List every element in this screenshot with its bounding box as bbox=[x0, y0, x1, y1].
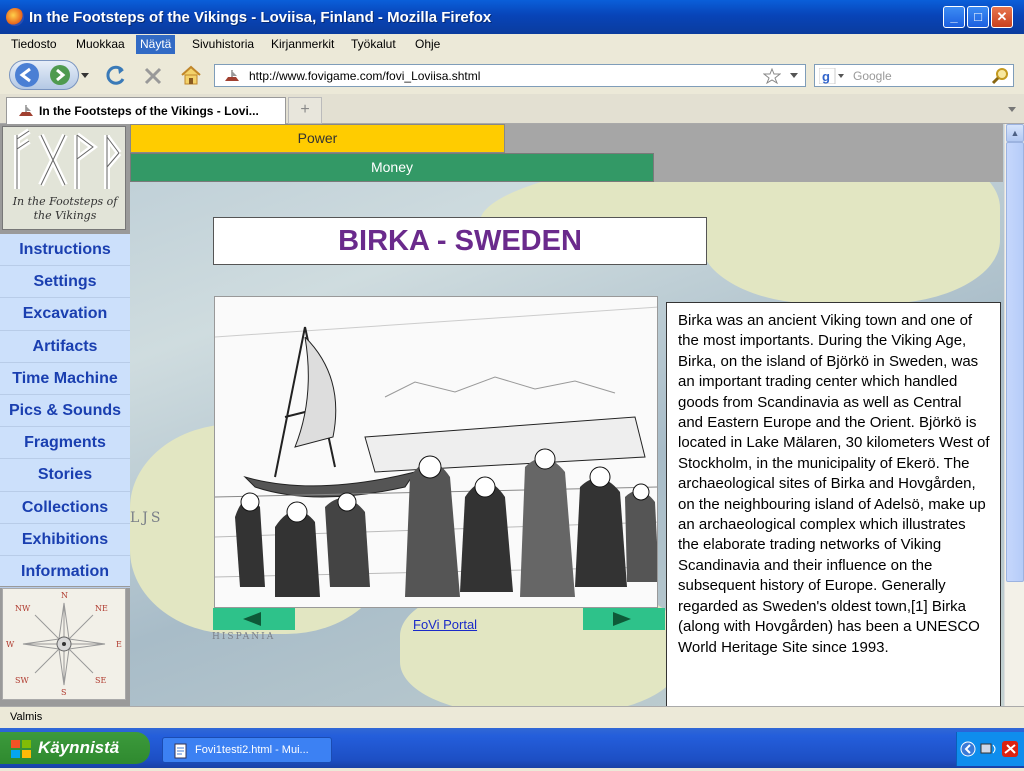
stop-icon[interactable] bbox=[142, 65, 164, 87]
menu-item-edit[interactable]: Muokkaa bbox=[76, 37, 125, 51]
menu-stories[interactable]: Stories bbox=[0, 459, 130, 491]
compass-label: NW bbox=[15, 604, 31, 613]
location-title-box bbox=[213, 217, 707, 265]
previous-location-button[interactable] bbox=[213, 608, 295, 630]
bookmark-star-icon[interactable] bbox=[763, 68, 781, 84]
scroll-thumb[interactable] bbox=[1006, 142, 1024, 582]
location-heading: BIRKA - SWEDEN bbox=[338, 225, 582, 257]
fovi-logo[interactable] bbox=[2, 126, 126, 230]
menu-settings[interactable]: Settings bbox=[0, 266, 130, 298]
firefox-icon bbox=[6, 8, 24, 26]
url-bar[interactable] bbox=[214, 64, 806, 87]
taskbar-item-label: Fovi1testi2.html - Mui... bbox=[195, 744, 309, 756]
close-button[interactable]: ✕ bbox=[991, 6, 1013, 28]
compass-label: S bbox=[61, 688, 67, 697]
viking-illustration bbox=[214, 296, 658, 608]
next-location-button[interactable] bbox=[583, 608, 665, 630]
game-menu bbox=[0, 234, 130, 586]
back-forward-group bbox=[9, 60, 79, 90]
viking-scene-image bbox=[215, 297, 658, 608]
url-text: http://www.fovigame.com/fovi_Loviisa.shtml bbox=[249, 69, 481, 83]
menu-bar bbox=[0, 34, 1024, 56]
system-tray bbox=[956, 732, 1024, 766]
money-meter bbox=[130, 153, 1003, 182]
status-text: Valmis bbox=[10, 711, 43, 723]
logo-text: In the Footsteps of the Vikings bbox=[12, 195, 118, 222]
vertical-scrollbar[interactable] bbox=[1004, 124, 1024, 706]
search-placeholder: Google bbox=[853, 69, 892, 83]
menu-exhibitions[interactable]: Exhibitions bbox=[0, 524, 130, 556]
rune-logo-icon bbox=[3, 127, 126, 195]
menu-item-file[interactable]: Tiedosto bbox=[11, 37, 57, 51]
new-tab-button[interactable]: + bbox=[288, 97, 322, 124]
page-viewport bbox=[0, 124, 1004, 706]
money-label: Money bbox=[370, 159, 414, 175]
compass-rose bbox=[2, 588, 126, 700]
windows-taskbar bbox=[0, 728, 1024, 768]
map-label: LJS bbox=[130, 510, 164, 526]
compass-label: W bbox=[6, 640, 15, 649]
reload-icon[interactable] bbox=[104, 65, 128, 87]
maximize-button[interactable]: □ bbox=[967, 6, 989, 28]
menu-item-bookmarks[interactable]: Kirjanmerkit bbox=[271, 37, 335, 51]
compass-label: NE bbox=[95, 604, 108, 613]
power-label: Power bbox=[297, 130, 338, 146]
windows-logo-icon bbox=[10, 739, 32, 759]
menu-artifacts[interactable]: Artifacts bbox=[0, 331, 130, 363]
google-engine-icon[interactable] bbox=[819, 68, 847, 84]
menu-item-view[interactable]: Näytä bbox=[136, 35, 175, 54]
tab-current[interactable] bbox=[6, 97, 286, 124]
menu-information[interactable]: Information bbox=[0, 556, 130, 588]
menu-collections[interactable]: Collections bbox=[0, 492, 130, 524]
arrow-right-icon bbox=[583, 608, 665, 630]
tray-icons[interactable] bbox=[957, 732, 1024, 766]
power-meter bbox=[130, 124, 1003, 153]
game-sidebar bbox=[0, 124, 130, 706]
compass-label: SE bbox=[95, 676, 107, 685]
menu-excavation[interactable]: Excavation bbox=[0, 298, 130, 330]
menu-time-machine[interactable]: Time Machine bbox=[0, 363, 130, 395]
window-title: In the Footsteps of the Vikings - Loviisa, Finland - Mozilla Firefox bbox=[29, 9, 492, 26]
compass-label: SW bbox=[15, 676, 29, 685]
document-icon bbox=[173, 743, 189, 759]
taskbar-item[interactable] bbox=[162, 737, 332, 763]
home-icon[interactable] bbox=[179, 64, 203, 86]
minimize-button[interactable]: _ bbox=[943, 6, 965, 28]
start-label: Käynnistä bbox=[38, 738, 120, 757]
tab-label: In the Footsteps of the Vikings - Lovi... bbox=[39, 104, 259, 118]
menu-instructions[interactable]: Instructions bbox=[0, 234, 130, 266]
window-title-bar[interactable] bbox=[0, 0, 1024, 34]
navigation-toolbar bbox=[0, 56, 1024, 94]
menu-item-tools[interactable]: Työkalut bbox=[351, 37, 396, 51]
search-icon[interactable] bbox=[991, 67, 1009, 85]
scroll-up-button[interactable]: ▲ bbox=[1006, 124, 1024, 142]
tab-bar bbox=[0, 94, 1024, 124]
status-bar bbox=[0, 706, 1024, 728]
start-button[interactable] bbox=[0, 732, 150, 764]
location-description: Birka was an ancient Viking town and one of the most importants. During the Viking Age, Birka, on the island of Björkö in Sweden, was an important trading center which handled goods from Scandinavia as well as Central and Eastern Europe and the Orient. Björkö is located in Lake Mälaren, 30 kilometers West of Stockholm, in the municipality of Ekerö. The archaeological sites of Birka and Hovgården, on the neighbouring island of Adelsö, make up an archaeological complex which illustrates the elaborate trading networks of Viking Scandinavia and their influence on the subsequent history of Europe. Generally regarded as Sweden's oldest town,[1] Birka (along with Hovgården) has been a UNESCO World Heritage Site since 1993. bbox=[666, 302, 1001, 706]
compass-label: N bbox=[61, 591, 68, 600]
menu-item-help[interactable]: Ohje bbox=[415, 37, 441, 51]
svg-text:g: g bbox=[822, 69, 830, 84]
arrow-left-icon bbox=[213, 608, 295, 630]
tab-list-icon[interactable] bbox=[1006, 104, 1018, 114]
fovi-portal-link[interactable]: FoVi Portal bbox=[413, 617, 478, 632]
history-dropdown-icon[interactable] bbox=[80, 70, 90, 80]
back-forward-icon[interactable] bbox=[10, 61, 80, 91]
menu-item-history[interactable]: Sivuhistoria bbox=[192, 37, 255, 51]
menu-pics-sounds[interactable]: Pics & Sounds bbox=[0, 395, 130, 427]
compass-label: E bbox=[116, 640, 122, 649]
tab-favicon bbox=[17, 103, 35, 119]
map-label: HISPANIA bbox=[212, 632, 276, 642]
search-bar[interactable] bbox=[814, 64, 1014, 87]
compass-icon bbox=[3, 589, 125, 699]
menu-fragments[interactable]: Fragments bbox=[0, 427, 130, 459]
site-favicon bbox=[223, 68, 241, 84]
url-dropdown-icon[interactable] bbox=[789, 71, 799, 81]
